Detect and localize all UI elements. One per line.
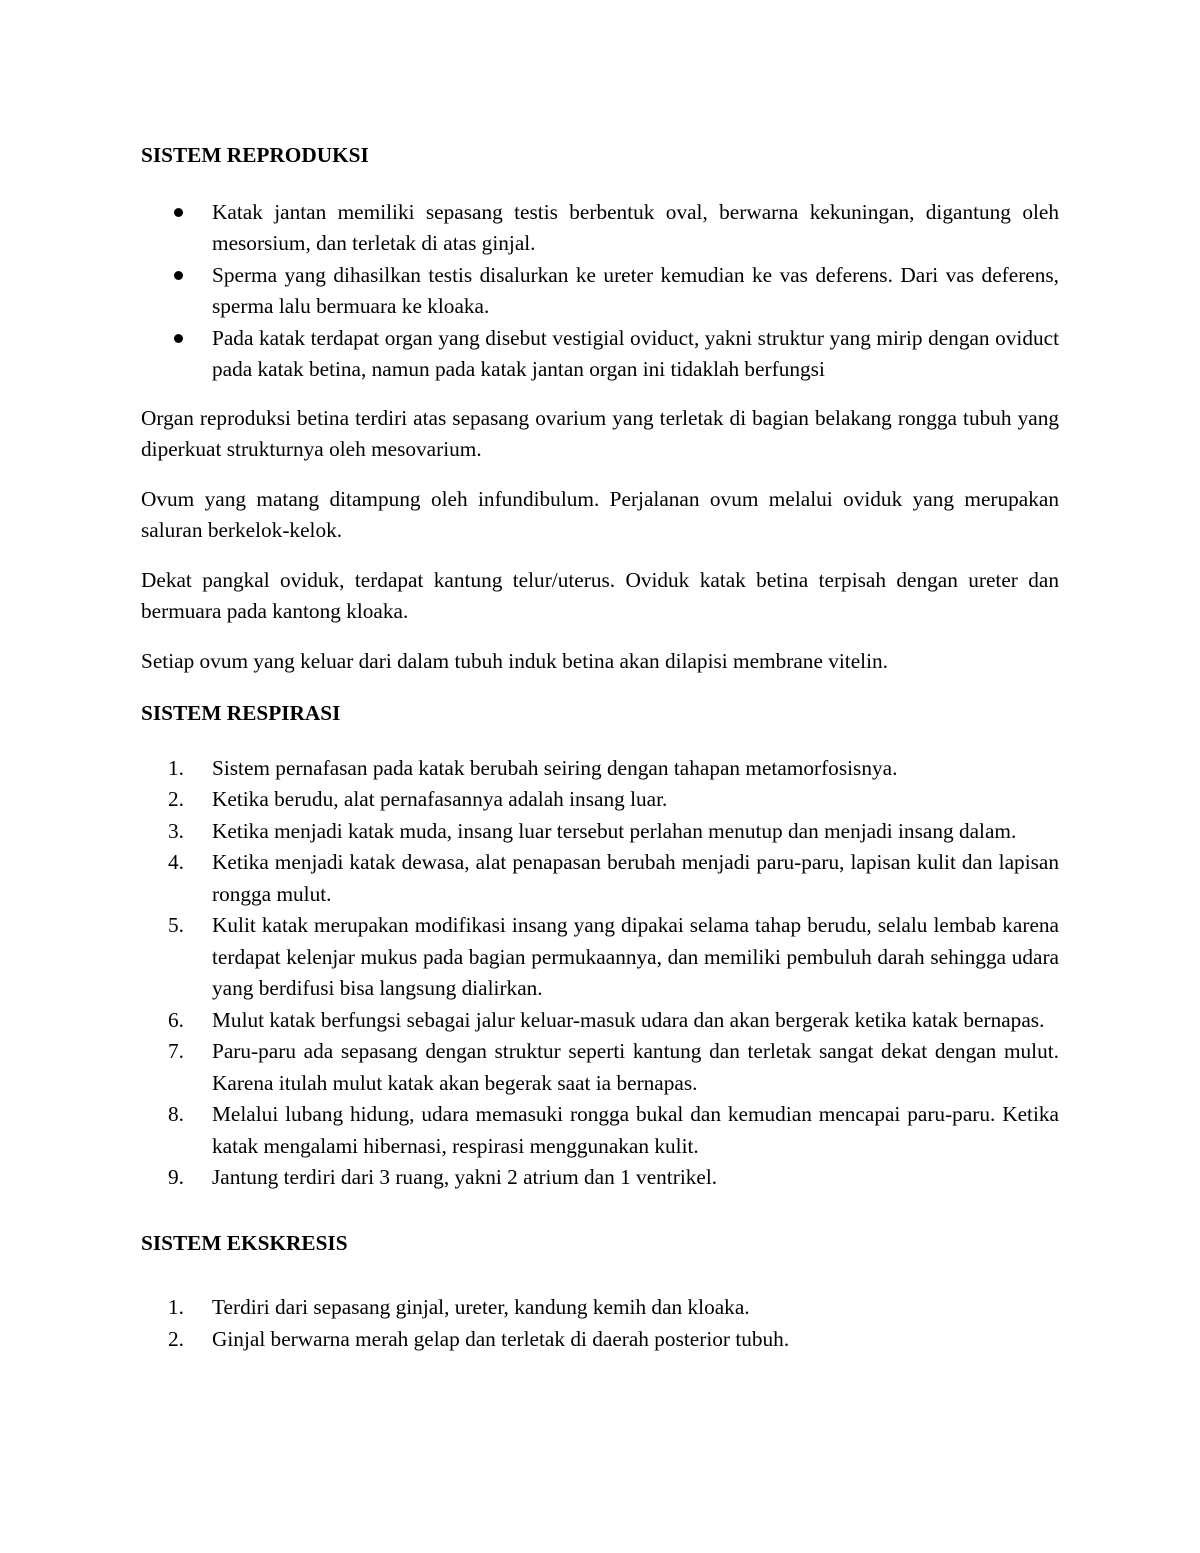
list-item-text: Sperma yang dihasilkan testis disalurkan ke ureter kemudian ke vas deferens. Dari vas deferens, sperma lalu bermuara ke kloaka. — [212, 262, 1059, 318]
list-item-text: Pada katak terdapat organ yang disebut vestigial oviduct, yakni struktur yang mirip dengan oviduct pada katak betina, namun pada katak jantan organ ini tidaklah berfungsi — [212, 325, 1059, 381]
reproduksi-bullet-list — [141, 197, 1059, 386]
list-number: 7. — [168, 1039, 184, 1063]
list-item — [141, 1036, 1059, 1099]
paragraph: Dekat pangkal oviduk, terdapat kantung telur/uterus. Oviduk katak betina terpisah dengan ureter dan bermuara pada kantong kloaka. — [141, 567, 1059, 623]
list-item-text: Katak jantan memiliki sepasang testis berbentuk oval, berwarna kekuningan, digantung oleh mesorsium, dan terletak di atas ginjal. — [212, 199, 1059, 255]
list-item — [141, 1162, 1059, 1194]
list-item-text: Terdiri dari sepasang ginjal, ureter, kandung kemih dan kloaka. — [212, 1295, 750, 1319]
list-item — [141, 260, 1059, 323]
paragraph: Organ reproduksi betina terdiri atas sepasang ovarium yang terletak di bagian belakang rongga tubuh yang diperkuat strukturnya oleh mesovarium. — [141, 405, 1059, 461]
list-item — [141, 1005, 1059, 1037]
list-number: 2. — [168, 787, 184, 811]
bullet-icon — [174, 208, 183, 217]
list-item-text: Mulut katak berfungsi sebagai jalur keluar-masuk udara dan akan bergerak ketika katak bernapas. — [212, 1007, 1045, 1032]
list-item — [141, 784, 1059, 816]
list-item-text: Melalui lubang hidung, udara memasuki rongga bukal dan kemudian mencapai paru-paru. Ketika katak mengalami hibernasi, respirasi menggunakan kulit. — [212, 1102, 1059, 1158]
list-number: 6. — [168, 1007, 184, 1032]
list-number: 9. — [168, 1165, 184, 1189]
list-item — [141, 847, 1059, 910]
list-number: 8. — [168, 1102, 184, 1126]
list-number: 5. — [168, 913, 184, 937]
list-item-text: Jantung terdiri dari 3 ruang, yakni 2 atrium dan 1 ventrikel. — [212, 1165, 718, 1189]
list-item-text: Sistem pernafasan pada katak berubah seiring dengan tahapan metamorfosisnya. — [212, 755, 898, 780]
heading-sistem-ekskresis: SISTEM EKSKRESIS — [141, 1230, 348, 1255]
bullet-icon — [174, 334, 183, 343]
list-number: 4. — [168, 850, 184, 874]
list-item — [141, 910, 1059, 1005]
list-item — [141, 753, 1059, 785]
bullet-icon — [174, 271, 183, 280]
list-item — [141, 1292, 1059, 1324]
list-item — [141, 197, 1059, 260]
list-item-text: Kulit katak merupakan modifikasi insang yang dipakai selama tahap berudu, selalu lembab karena terdapat kelenjar mukus pada bagian permukaannya, dan memiliki pembuluh darah sehingga udara yang berdifusi bisa langsung dialirkan. — [212, 913, 1059, 1000]
list-number: 1. — [168, 755, 184, 780]
paragraph: Ovum yang matang ditampung oleh infundibulum. Perjalanan ovum melalui oviduk yang merupakan saluran berkelok-kelok. — [141, 486, 1059, 542]
list-number: 2. — [168, 1326, 184, 1351]
respirasi-numbered-list — [141, 753, 1059, 1194]
list-item-text: Ketika menjadi katak dewasa, alat penapasan berubah menjadi paru-paru, lapisan kulit dan lapisan rongga mulut. — [212, 850, 1059, 906]
heading-sistem-reproduksi: SISTEM REPRODUKSI — [141, 143, 369, 167]
list-item — [141, 816, 1059, 848]
list-item — [141, 1099, 1059, 1162]
list-item-text: Paru-paru ada sepasang dengan struktur seperti kantung dan terletak sangat dekat dengan mulut. Karena itulah mulut katak akan begerak saat ia bernapas. — [212, 1039, 1059, 1095]
list-number: 3. — [168, 818, 184, 843]
list-item-text: Ginjal berwarna merah gelap dan terletak di daerah posterior tubuh. — [212, 1326, 790, 1351]
list-item-text: Ketika menjadi katak muda, insang luar tersebut perlahan menutup dan menjadi insang dalam. — [212, 818, 1017, 843]
list-item-text: Ketika berudu, alat pernafasannya adalah insang luar. — [212, 787, 668, 811]
list-item — [141, 323, 1059, 386]
list-item — [141, 1324, 1059, 1356]
document-page — [141, 140, 1059, 1355]
heading-sistem-respirasi: SISTEM RESPIRASI — [141, 701, 341, 725]
ekskresis-numbered-list — [141, 1292, 1059, 1355]
list-number: 1. — [168, 1295, 184, 1319]
paragraph: Setiap ovum yang keluar dari dalam tubuh induk betina akan dilapisi membrane vitelin. — [141, 648, 888, 673]
